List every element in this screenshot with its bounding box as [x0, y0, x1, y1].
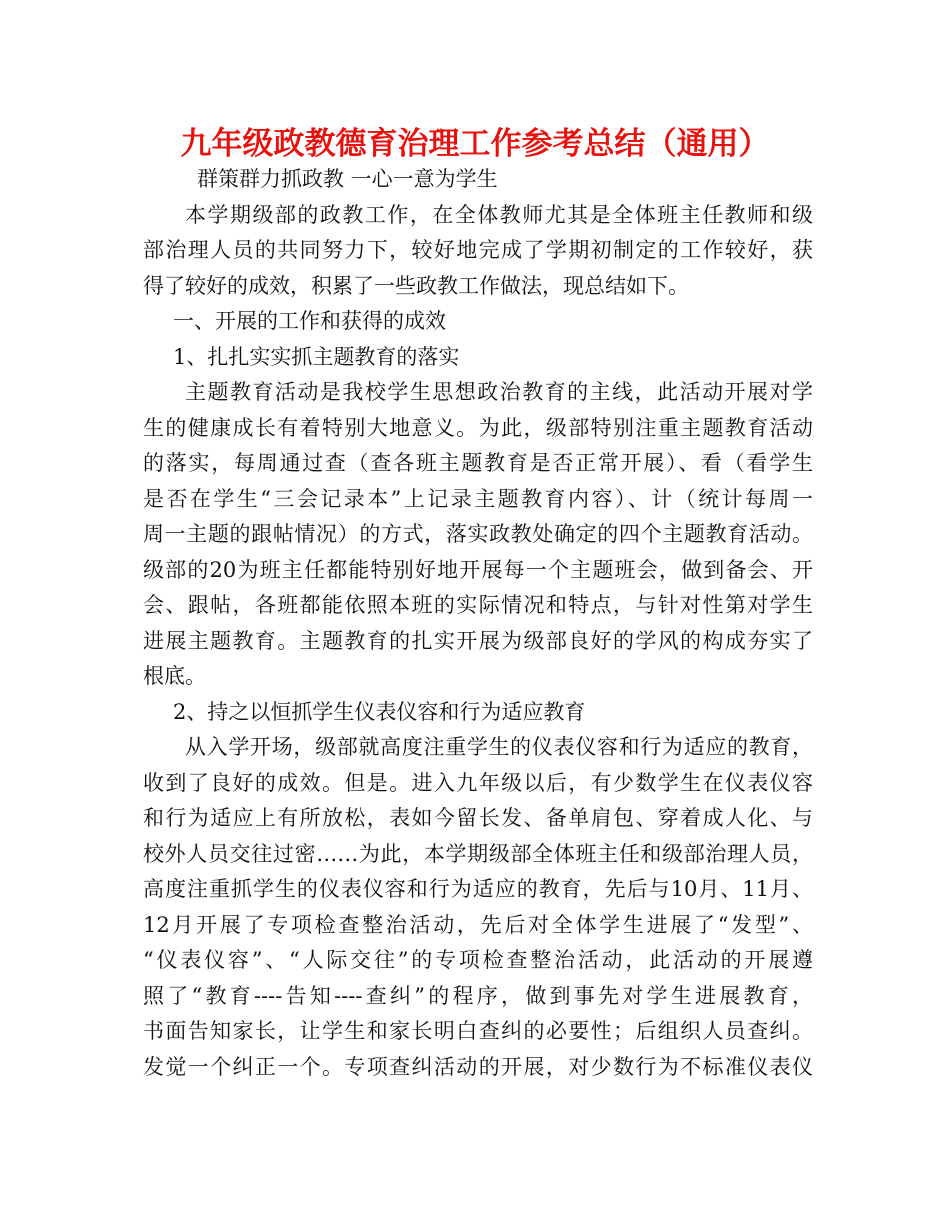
- paragraph-line: 级部的20为班主任都能特别好地开展每一个主题班会，做到备会、开: [143, 557, 813, 582]
- subsection-heading: 2、持之以恒抓学生仪表仪容和行为适应教育: [173, 699, 586, 724]
- paragraph-line: 部治理人员的共同努力下，较好地完成了学期初制定的工作较好，获: [143, 238, 813, 262]
- paragraph-line: 高度注重抓学生的仪表仪容和行为适应的教育，先后与10月、11月、: [143, 877, 813, 901]
- subsection-heading: 1、扎扎实实抓主题教育的落实: [173, 344, 460, 369]
- paragraph-line: 12月开展了专项检查整治活动，先后对全体学生进展了“发型”、: [143, 912, 813, 937]
- paragraph-line: 照了“教育----告知----查纠”的程序，做到事先对学生进展教育，: [143, 983, 813, 1008]
- paragraph-line: 本学期级部的政教工作，在全体教师尤其是全体班主任教师和级: [185, 202, 813, 227]
- paragraph-line: 书面告知家长，让学生和家长明白查纠的必要性；后组织人员查纠。: [143, 1019, 813, 1043]
- document-subtitle: 群策群力抓政教 一心一意为学生: [197, 167, 498, 191]
- document-body: [143, 162, 813, 1085]
- paragraph-line: 进展主题教育。主题教育的扎实开展为级部良好的学风的构成夯实了: [143, 628, 813, 653]
- paragraph-line: 周一主题的跟帖情况）的方式，落实政教处确定的四个主题教育活动。: [143, 522, 813, 546]
- paragraph-line: 生的健康成长有着特别大地意义。为此，级部特别注重主题教育活动: [143, 415, 813, 440]
- paragraph-line: 收到了良好的成效。但是。进入九年级以后，有少数学生在仪表仪容: [143, 770, 813, 795]
- document-title: 九年级政教德育治理工作参考总结（通用）: [180, 126, 770, 162]
- paragraph-line: 是否在学生“三会记录本”上记录主题教育内容）、计（统计每周一: [143, 486, 813, 511]
- paragraph-line: 从入学开场，级部就高度注重学生的仪表仪容和行为适应的教育，: [185, 735, 813, 759]
- paragraph-line: 校外人员交往过密……为此，本学期级部全体班主任和级部治理人员，: [143, 841, 813, 866]
- paragraph-line: 发觉一个纠正一个。专项查纠活动的开展，对少数行为不标准仪表仪: [143, 1054, 813, 1079]
- paragraph-line: 和行为适应上有所放松，表如今留长发、备单肩包、穿着成人化、与: [143, 806, 813, 830]
- paragraph-line: 会、跟帖，各班都能依照本班的实际情况和特点，与针对性第对学生: [143, 593, 813, 617]
- paragraph-line: 根底。: [143, 664, 206, 688]
- paragraph-line: 主题教育活动是我校学生思想政治教育的主线，此活动开展对学: [185, 380, 813, 404]
- paragraph-line: 的落实，每周通过查（查各班主题教育是否正常开展）、看（看学生: [143, 451, 813, 475]
- paragraph-line: 得了较好的成效，积累了一些政教工作做法，现总结如下。: [143, 273, 689, 298]
- paragraph-line: “仪表仪容”、“人际交往”的专项检查整治活动，此活动的开展遵: [143, 948, 813, 972]
- section-heading: 一、开展的工作和获得的成效: [173, 309, 446, 333]
